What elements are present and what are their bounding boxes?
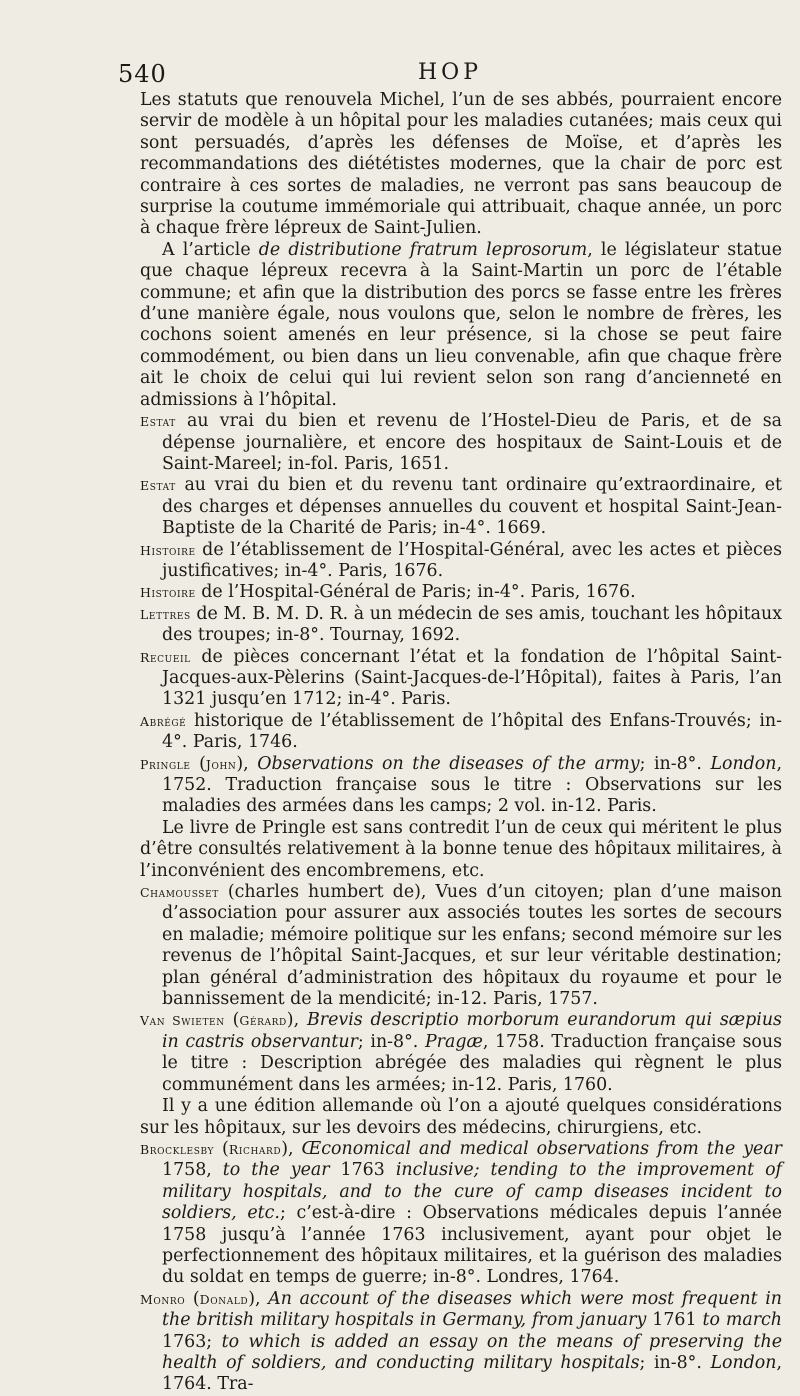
small-caps-name: Estat (140, 478, 176, 494)
bibliography-entry (140, 475, 782, 539)
small-caps-name: Brocklesby (140, 1141, 215, 1157)
italic-title: Pragæ (424, 1031, 483, 1052)
text-run: ; in-8°. (357, 1031, 425, 1052)
bibliography-entry (140, 754, 782, 818)
small-caps-name: Pringle (140, 756, 191, 772)
small-caps-name: Histoire (140, 542, 196, 558)
text-run: 1763; (162, 1331, 222, 1352)
bibliography-entry (140, 540, 782, 583)
text-run: ; in-8°. (639, 753, 711, 774)
text-run: au vrai du bien et du revenu tant ordinaire qu’extraordinaire, et des charges et dépenses annuelles du couvent et hospital Saint-Jean-Baptiste de la Charité de Paris; in-4°. 1669. (162, 475, 782, 539)
paragraph (140, 1096, 782, 1139)
italic-title: de distributione fratrum leprosorum (258, 239, 588, 260)
paragraph (140, 240, 782, 411)
text-run: de M. B. M. D. R. à un médecin de ses amis, touchant les hôpitaux des troupes; in-8°. Tournay, 1692. (162, 603, 782, 646)
paragraph (140, 90, 782, 240)
small-caps-name: Lettres (140, 606, 191, 622)
small-caps-name: Recueil (140, 649, 191, 665)
text-run: , 1752. Traduction française sous le titre : Observations sur les maladies des armées dans les camps; 2 vol. in-12. Paris. (162, 753, 782, 817)
text-run: (charles humbert de), Vues d’un citoyen; plan d’une maison d’association pour assurer aux associés toutes les sortes de secours en maladie; mémoire politique sur les enfans; second mémoire sur les revenus de l’hôpital Saint-Jacques, et sur leur véritable destination; plan général d’administration des hôpitaux du royaume et pour le bannissement de la mendicité; in-12. Paris, 1757. (162, 882, 782, 1010)
italic-title: An account of the diseases which were most frequent in the british military hospitals in Germany, from january (162, 1288, 782, 1331)
italic-title: Œconomical and medical observations from the year (301, 1138, 782, 1159)
small-caps-name: Richard (228, 1141, 282, 1157)
small-caps-name: Monro (140, 1291, 186, 1307)
italic-title: Observations on the diseases of the army (257, 753, 640, 774)
text-run: de l’établissement de l’Hospital-Général, avec les actes et pièces justificatives; in-4°. Paris, 1676. (162, 539, 782, 581)
text-run: A l’article (162, 239, 259, 260)
text-run: , le législateur statue que chaque lépreux recevra à la Saint-Martin un porc de l’étable commune; et afin que la distribution des porcs se fasse entre les frères d’une manière égale, nous voulons que, selon le nombre de frères, les cochons soient amenés en leur présence, si la chose se peut faire commodément, ou bien dans un lieu convenable, afin que chaque frère ait le choix de celui qui lui revient selon son rang d’ancienneté en admissions à l’hôpital. (140, 239, 782, 410)
bibliography-entry (140, 1289, 782, 1396)
text-run: ( (224, 1010, 240, 1031)
bibliography-entry (140, 882, 782, 1010)
italic-title: to march (702, 1310, 782, 1331)
small-caps-name: Donald (199, 1291, 249, 1307)
bibliography-entry (140, 411, 782, 475)
text-run: ; in-8°. (639, 1352, 711, 1373)
text-run: ( (214, 1138, 229, 1159)
bibliography-entry (140, 582, 782, 603)
text-run: 1761 (646, 1310, 703, 1331)
italic-title: inclusive; tending to the improvement of military hospitals, and to the cure of camp diseases incident to soldiers, etc. (162, 1160, 782, 1224)
small-caps-name: Abrégé (140, 713, 187, 729)
bibliography-entry (140, 1139, 782, 1289)
italic-title: to which is added an essay on the means of preserving the health of soldiers, and conducting military hospitals (162, 1331, 782, 1373)
text-run: ( (185, 1288, 200, 1309)
text-run: ; c’est-à-dire : Observations médicales depuis l’année 1758 jusqu’à l’année 1763 inclusivement, ayant pour objet le perfectionnement des hôpitaux militaires, et la guérison des maladies du soldat en temps de guerre; in-8°. Londres, 1764. (162, 1203, 782, 1288)
small-caps-name: Chamousset (140, 885, 219, 901)
small-caps-name: Van Swieten (140, 1013, 225, 1029)
page-body (140, 90, 782, 1396)
text-run: Le livre de Pringle est sans contredit l’un de ceux qui méritent le plus d’être consultés relativement à la bonne tenue des hôpitaux militaires, à l’inconvénient des encombremens, etc. (140, 817, 782, 881)
page-header (118, 60, 782, 90)
text-run: Il y a une édition allemande où l’on a ajouté quelques considérations sur les hôpitaux, sur les devoirs des médecins, chirurgiens, etc. (140, 1096, 782, 1138)
italic-title: London (710, 753, 777, 774)
text-run: Les statuts que renouvela Michel, l’un de ses abbés, pourraient encore servir de modèle à un hôpital pour les maladies cutanées; mais ceux qui sont persuadés, d’après les défenses de Moïse, et d’après les recommandations des diététistes modernes, que la chair de porc est contraire à ces sortes de maladies, ne verront pas sans beaucoup de surprise la coutume immémoriale qui attribuait, chaque année, un porc à chaque frère lépreux de Saint-Julien. (140, 90, 782, 239)
text-run: 1758, (162, 1160, 223, 1181)
small-caps-name: Histoire (140, 585, 196, 601)
text-run: 1763 (329, 1160, 396, 1181)
running-head: HOP (417, 60, 483, 85)
page-number: 540 (118, 60, 167, 88)
bibliography-entry (140, 711, 782, 754)
text-run: ), (248, 1288, 269, 1309)
text-run: au vrai du bien et revenu de l’Hostel-Dieu de Paris, et de sa dépense journalière, et encore des hospitaux de Saint-Louis et de Saint-Mareel; in-fol. Paris, 1651. (162, 411, 782, 474)
text-run: de pièces concernant l’état et la fondation de l’hôpital Saint-Jacques-aux-Pèlerins (Saint-Jacques-de-l’Hôpital), faites à Paris, l’an 1321 jusqu’en 1712; in-4°. Paris. (162, 646, 782, 710)
paragraph (140, 818, 782, 882)
text-run: ), (286, 1010, 307, 1031)
bibliography-entry (140, 1010, 782, 1096)
small-caps-name: Gérard (239, 1013, 287, 1029)
italic-title: Brevis descriptio morborum eurandorum qui sæpius in castris observantur (162, 1010, 782, 1052)
italic-title: London (710, 1352, 777, 1373)
small-caps-name: Estat (140, 414, 176, 430)
text-run: , 1764. Tra- (162, 1352, 783, 1395)
italic-title: to the year (222, 1160, 330, 1181)
small-caps-name: John (205, 756, 237, 772)
text-run: historique de l’établissement de l’hôpital des Enfans-Trouvés; in-4°. Paris, 1746. (162, 710, 782, 753)
bibliography-entry (140, 647, 782, 711)
text-run: de l’Hospital-Général de Paris; in-4°. Paris, 1676. (195, 582, 636, 603)
text-run: ), (281, 1138, 302, 1159)
text-run: ), (236, 753, 258, 774)
bibliography-entry (140, 604, 782, 647)
text-run: , 1758. Traduction française sous le titre : Description abrégée des maladies qui règnent le plus communément dans les armées; in-12. Paris, 1760. (162, 1031, 782, 1095)
text-run: ( (190, 753, 206, 774)
